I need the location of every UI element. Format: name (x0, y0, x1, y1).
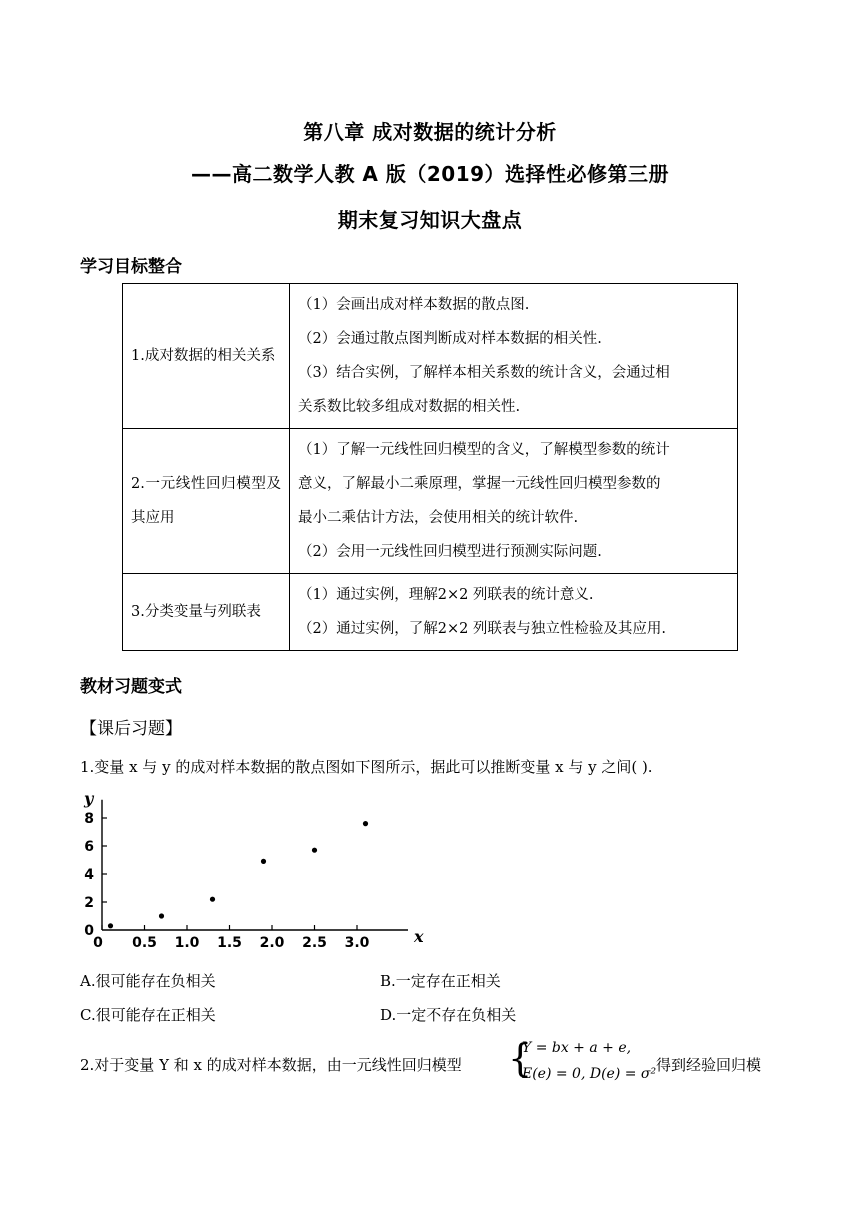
learning-goals-table (122, 283, 738, 651)
section-heading-exercises: 教材习题变式 (80, 677, 182, 697)
exercise-subheading: 【课后习题】 (80, 719, 182, 739)
x-tick-label: 0.5 (132, 935, 157, 951)
goal-line: （2）通过实例，了解2×2 列联表与独立性检验及其应用. (298, 621, 667, 637)
textbook-subtitle: ——高二数学人教 A 版（2019）选择性必修第三册 (190, 162, 670, 186)
chart-axes (102, 800, 408, 930)
option-a: A.很可能存在负相关 (80, 972, 216, 990)
question-1-text: 1.变量 x 与 y 的成对样本数据的散点图如下图所示，据此可以推断变量 x 与 y 之间( ). (80, 758, 653, 776)
data-point (312, 848, 317, 853)
x-tick-label: 3.0 (344, 935, 370, 951)
data-point (363, 821, 368, 826)
goal-line: （2）会用一元线性回归模型进行预测实际问题. (298, 544, 602, 560)
option-c: C.很可能存在正相关 (80, 1006, 216, 1024)
table-row (123, 284, 738, 429)
question-2-tail: 得到经验回归模 (656, 1056, 762, 1074)
table-row (123, 429, 738, 574)
chart-points (108, 821, 368, 928)
x-axis-label: x (414, 927, 424, 946)
data-point (108, 923, 113, 928)
question-2-text: 2.对于变量 Y 和 x 的成对样本数据，由一元线性回归模型 (80, 1056, 462, 1074)
section-heading-goals: 学习目标整合 (80, 257, 182, 277)
y-tick-label: 2 (84, 895, 94, 911)
y-tick-label: 4 (84, 867, 94, 883)
data-point (210, 897, 215, 902)
goal-line: （1）会画出成对样本数据的散点图. (298, 297, 530, 313)
chapter-title: 第八章 成对数据的统计分析 (303, 120, 557, 144)
y-tick-label: 0 (84, 923, 94, 939)
goal-key: 1.成对数据的相关关系 (123, 284, 290, 429)
table-row (123, 574, 738, 651)
equation-line-1: Y = bx + a + e, (522, 1040, 632, 1056)
option-d: D.一定不存在负相关 (380, 1006, 517, 1024)
equation-line-2: E(e) = 0, D(e) = σ² (522, 1066, 657, 1082)
x-tick-label: 1.5 (217, 935, 242, 951)
goal-key: 2.一元线性回归模型及其应用 (123, 429, 290, 574)
goal-line: （1）了解一元线性回归模型的含义，了解模型参数的统计 (298, 442, 670, 458)
review-title: 期末复习知识大盘点 (337, 208, 523, 232)
goal-detail (290, 429, 738, 574)
goal-key: 3.分类变量与列联表 (123, 574, 290, 651)
goal-line: 意义，了解最小二乘原理，掌握一元线性回归模型参数的 (298, 476, 661, 492)
goal-line: 关系数比较多组成对数据的相关性. (298, 399, 521, 415)
option-b: B.一定存在正相关 (380, 972, 501, 990)
goal-line: 最小二乘估计方法，会使用相关的统计软件. (298, 510, 579, 526)
goal-detail (290, 574, 738, 651)
x-tick-label: 2.0 (259, 935, 285, 951)
x-tick-label: 2.5 (302, 935, 327, 951)
x-tick-label: 1.0 (174, 935, 200, 951)
goal-line: （1）通过实例，理解2×2 列联表的统计意义. (298, 587, 594, 603)
x-tick-label: 0 (93, 935, 103, 951)
goal-line: （2）会通过散点图判断成对样本数据的相关性. (298, 331, 602, 347)
y-axis-label: y (84, 788, 94, 808)
y-tick-label: 8 (84, 811, 94, 827)
scatter-plot (78, 786, 424, 954)
data-point (159, 913, 164, 918)
brace-symbol: { (508, 1036, 533, 1080)
goal-line: （3）结合实例，了解样本相关系数的统计含义，会通过相 (298, 365, 670, 381)
y-tick-label: 6 (84, 839, 94, 855)
goal-detail (290, 284, 738, 429)
data-point (261, 859, 266, 864)
